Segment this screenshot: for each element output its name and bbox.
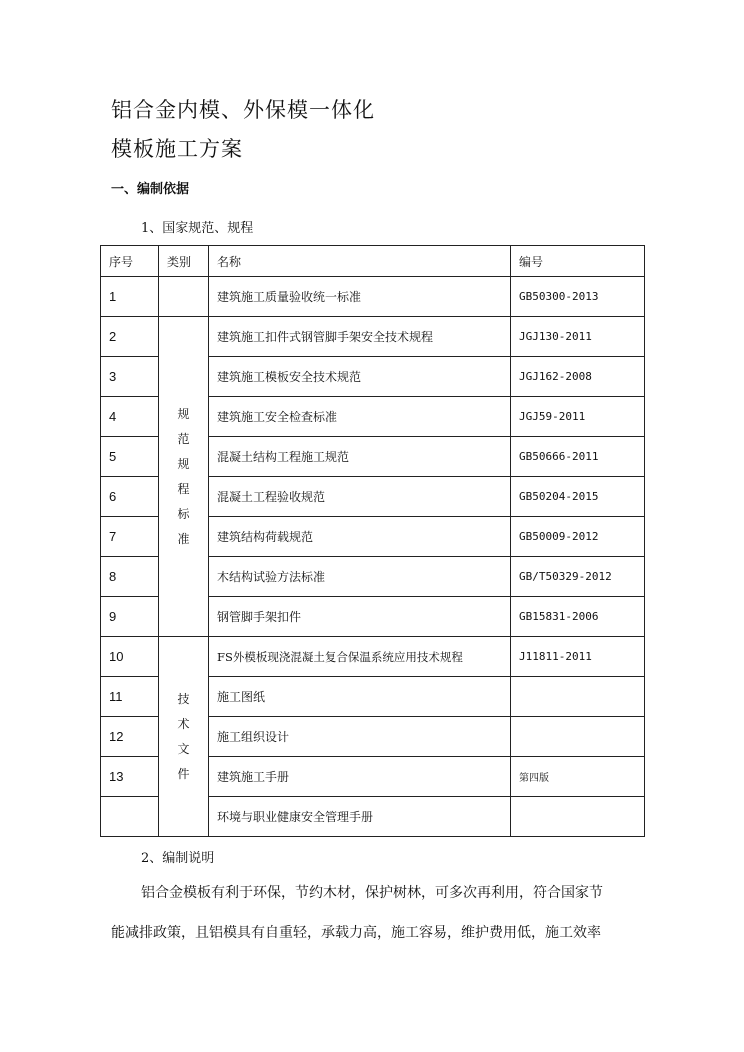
row-no: 9 (101, 597, 159, 637)
category-char: 准 (177, 531, 190, 546)
section-heading-basis: 一、编制依据 (111, 182, 190, 197)
row-name: 施工图纸 (209, 677, 511, 717)
row-code (511, 717, 645, 757)
table-header-row (101, 246, 645, 277)
table-row (101, 277, 645, 317)
row-no: 4 (101, 397, 159, 437)
row-name: 建筑施工质量验收统一标准 (209, 277, 511, 317)
row-no: 8 (101, 557, 159, 597)
row-no: 12 (101, 717, 159, 757)
row-code: GB15831-2006 (511, 597, 645, 637)
row-no: 1 (101, 277, 159, 317)
header-no: 序号 (101, 246, 159, 277)
category-tech-docs-label (159, 687, 208, 787)
table-row (101, 637, 645, 677)
row-code: JGJ130-2011 (511, 317, 645, 357)
category-char: 标 (177, 506, 190, 521)
row-name: 建筑施工模板安全技术规范 (209, 357, 511, 397)
category-tech-docs (159, 637, 209, 837)
row-code: 第四版 (511, 757, 645, 797)
row-no: 11 (101, 677, 159, 717)
row-no: 3 (101, 357, 159, 397)
row-no (101, 797, 159, 837)
table-row (101, 317, 645, 357)
document-title-line-1: 铝合金内模、外保模一体化 (111, 98, 375, 122)
category-standards-label (159, 402, 208, 552)
row-no: 13 (101, 757, 159, 797)
category-standards (159, 317, 209, 637)
row-name: 木结构试验方法标准 (209, 557, 511, 597)
row-no: 6 (101, 477, 159, 517)
row-code: JGJ162-2008 (511, 357, 645, 397)
category-char: 规 (177, 456, 190, 471)
row-name: 建筑结构荷载规范 (209, 517, 511, 557)
standards-table (100, 245, 645, 837)
row-category-empty (159, 277, 209, 317)
category-char: 范 (177, 431, 190, 446)
paragraph-line-2: 能减排政策，且铝模具有自重轻，承载力高，施工容易，维护费用低，施工效率 (111, 925, 601, 941)
paragraph-line-1: 铝合金模板有利于环保，节约木材，保护树林，可多次再利用，符合国家节 (141, 885, 603, 901)
row-code: GB50666-2011 (511, 437, 645, 477)
row-code: JGJ59-2011 (511, 397, 645, 437)
row-no: 10 (101, 637, 159, 677)
category-char: 程 (177, 481, 190, 496)
row-name: FS外模板现浇混凝土复合保温系统应用技术规程 (209, 637, 511, 677)
document-title-line-2: 模板施工方案 (111, 137, 243, 161)
row-code (511, 677, 645, 717)
category-char: 技 (177, 691, 190, 706)
row-code: GB50204-2015 (511, 477, 645, 517)
header-code: 编号 (511, 246, 645, 277)
row-code: GB50300-2013 (511, 277, 645, 317)
category-char: 文 (177, 741, 190, 756)
row-code: J11811-2011 (511, 637, 645, 677)
category-char: 件 (177, 766, 190, 781)
row-name: 建筑施工手册 (209, 757, 511, 797)
row-no: 5 (101, 437, 159, 477)
row-name: 钢管脚手架扣件 (209, 597, 511, 637)
row-code: GB50009-2012 (511, 517, 645, 557)
row-code: GB/T50329-2012 (511, 557, 645, 597)
category-char: 术 (177, 716, 190, 731)
subsection-heading-description: 2、编制说明 (141, 851, 215, 866)
row-name: 建筑施工扣件式钢管脚手架安全技术规程 (209, 317, 511, 357)
row-name: 混凝土结构工程施工规范 (209, 437, 511, 477)
header-name: 名称 (209, 246, 511, 277)
row-name: 施工组织设计 (209, 717, 511, 757)
row-no: 7 (101, 517, 159, 557)
subsection-heading-standards: 1、国家规范、规程 (141, 221, 254, 236)
row-no: 2 (101, 317, 159, 357)
header-category: 类别 (159, 246, 209, 277)
row-name: 建筑施工安全检查标准 (209, 397, 511, 437)
row-code (511, 797, 645, 837)
row-name: 环境与职业健康安全管理手册 (209, 797, 511, 837)
category-char: 规 (177, 406, 190, 421)
row-name: 混凝土工程验收规范 (209, 477, 511, 517)
